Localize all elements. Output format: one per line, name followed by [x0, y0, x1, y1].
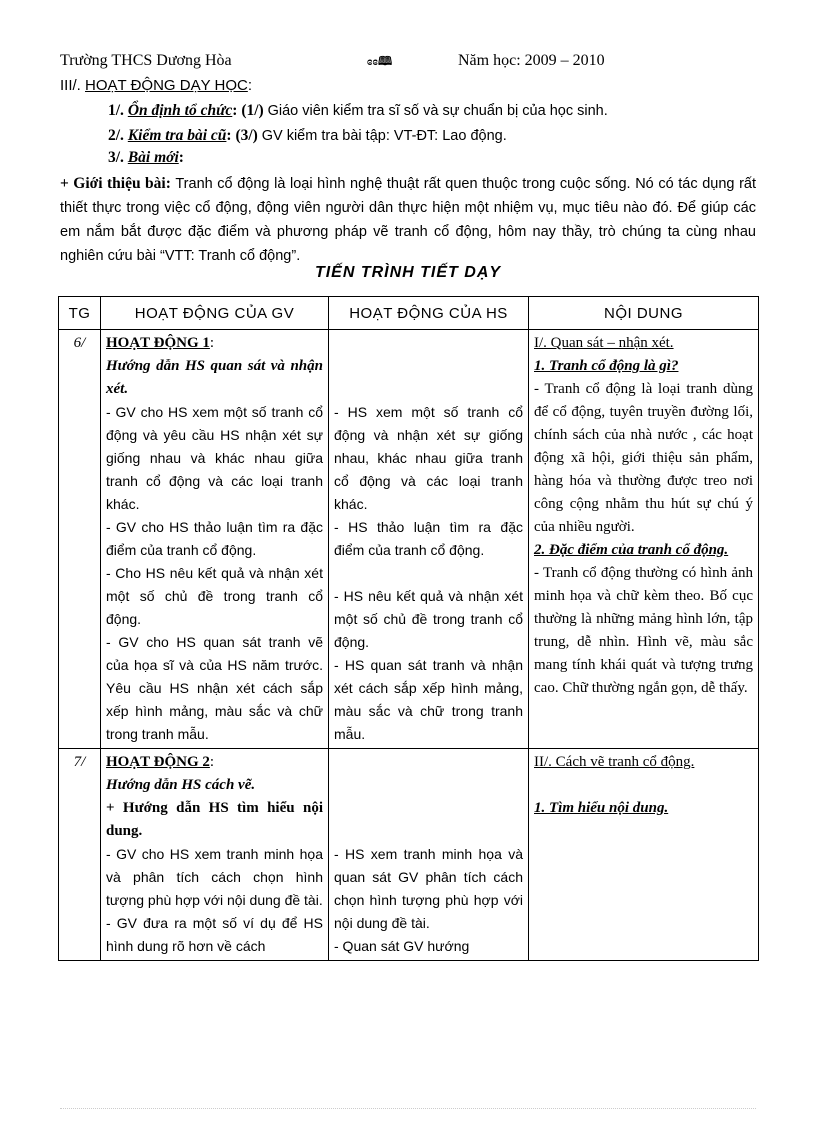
row2-gv-subtitle: Hướng dẫn HS cách vẽ. [106, 777, 256, 793]
step-1-text: Giáo viên kiểm tra sĩ số và sự chuẩn bị của học sinh. [267, 103, 608, 119]
table-row [59, 749, 759, 961]
step-2-time: (3/) [235, 127, 258, 144]
row2-nd-heading: II/. Cách vẽ tranh cổ động. [534, 754, 695, 770]
step-1-number: 1/. [108, 102, 124, 119]
section-title: HOẠT ĐỘNG DẠY HỌC [85, 77, 248, 94]
section-heading [60, 76, 252, 96]
row2-hs-p2: - Quan sát GV hướng [334, 938, 470, 954]
heading-colon: : [247, 77, 252, 94]
row2-gv-p2: - GV đưa ra một số ví dụ để HS hình dung rõ hơn về cách [106, 915, 323, 954]
row2-hs-p1: - HS xem tranh minh họa và quan sát GV phân tích cách chọn hình tượng phù hợp với nội dung đề tài. [334, 846, 523, 931]
row2-nd-cell [529, 749, 759, 961]
row1-nd-subheading-1: 1. Tranh cổ động là gì? [534, 358, 679, 374]
intro-text: Tranh cổ động là loại hình nghệ thuật rất quen thuộc trong cuộc sống. Nó có tác dụng rất thiết thực trong việc cổ động, động viên người dân thực hiện một nhiệm vụ, mục tiêu nào đó. Để giúp các em nắm bắt được đặc điểm và phương pháp vẽ tranh cổ động, hôm nay thầy, trò chúng ta cùng nhau nghiên cứu bài “VTT: Tranh cổ động”. [60, 176, 757, 264]
row1-hs-p2: - HS thảo luận tìm ra đặc điểm của tranh cổ động. [334, 519, 523, 558]
table-row [59, 330, 759, 749]
row1-nd-p1: - Tranh cổ động là loại tranh dùng để cổ động, tuyên truyền đường lối, chính sách của nhà nước , các hoạt động xã hội, giới thiệu sản phẩm, hàng hóa và thường được treo nơi công cộng nhằm thu hút sự chú ý của nhiều người. [534, 381, 753, 535]
row1-gv-title: HOẠT ĐỘNG 1 [106, 335, 210, 351]
step-1: 1/. Ổn định tổ chức: (1/) Giáo viên kiểm tra sĩ số và sự chuẩn bị của học sinh. [108, 102, 608, 119]
page-footer-divider [60, 1108, 756, 1109]
step-2-title: Kiểm tra bài cũ [127, 127, 227, 144]
header-gv: HOẠT ĐỘNG CỦA GV [101, 297, 329, 330]
row2-gv-cell: HOẠT ĐỘNG 2: Hướng dẫn HS cách vẽ. + Hướng dẫn HS tìm hiểu nội dung. - GV cho HS xem tranh minh họa và phân tích cách chọn hình tượng phù hợp với nội dung đề tài. - GV đưa ra một số ví dụ để HS hình dung rõ hơn về cách [101, 749, 329, 961]
row1-nd-p2: - Tranh cổ động thường có hình ảnh minh họa và chữ kèm theo. Bố cục thường là những mảng hình lớn, tập trung, dễ nhìn. Hình vẽ, màu sắc mang tính khái quát và tượng trưng cao. Chữ thường ngắn gọn, dễ thấy. [534, 565, 753, 696]
intro-paragraph [60, 172, 756, 268]
step-2-number: 2/. [108, 127, 124, 144]
step-2: 2/. Kiểm tra bài cũ: (3/) GV kiểm tra bài tập: VT-ĐT: Lao động. [108, 127, 507, 144]
row2-gv-title: HOẠT ĐỘNG 2 [106, 754, 210, 770]
table-header-row [59, 297, 759, 330]
header-tg: TG [59, 297, 101, 330]
ornament-icon: ɞɞ🕮 [367, 54, 393, 68]
row2-time: 7/ [59, 749, 101, 961]
row2-hs-cell [329, 749, 529, 961]
row1-time: 6/ [59, 330, 101, 749]
header-nd: NỘI DUNG [529, 297, 759, 330]
row1-gv-p3: - Cho HS nêu kết quả và nhận xét một số chủ đề trong tranh cổ động. [106, 565, 323, 627]
step-1-time: (1/) [241, 102, 264, 119]
step-3-title: Bài mới [127, 149, 179, 166]
school-name: Trường THCS Dương Hòa [60, 52, 232, 69]
step-1-title: Ổn định tổ chức [127, 102, 233, 119]
row1-gv-p2: - GV cho HS thảo luận tìm ra đặc điểm của tranh cổ động. [106, 519, 323, 558]
row1-hs-p4: - HS quan sát tranh và nhận xét cách sắp xếp hình mảng, màu sắc và chữ trong tranh mẫu. [334, 657, 523, 742]
lesson-table [58, 296, 759, 961]
row1-hs-p1: - HS xem một số tranh cổ động và nhận xét sự giống nhau, khác nhau giữa tranh cổ động và các loại tranh khác. [334, 404, 523, 512]
step-3: 3/. Bài mới: [108, 149, 184, 166]
row1-hs-p3: - HS nêu kết quả và nhận xét một số chủ đề trong tranh cổ động. [334, 588, 523, 650]
step-3-number: 3/. [108, 149, 124, 166]
row2-nd-subheading: 1. Tìm hiểu nội dung. [534, 800, 669, 816]
row1-gv-cell: HOẠT ĐỘNG 1: Hướng dẫn HS quan sát và nhận xét. - GV cho HS xem một số tranh cổ động và yêu cầu HS nhận xét sự giống nhau và khác nhau giữa tranh cổ động và các loại tranh khác. - GV cho HS thảo luận tìm ra đặc điểm của tranh cổ động. - Cho HS nêu kết quả và nhận xét một số chủ đề trong tranh cổ động. - GV cho HS quan sát tranh vẽ của họa sĩ và của HS năm trước. Yêu cầu HS nhận xét cách sắp xếp hình mảng, màu sắc và chữ trong tranh mẫu. [101, 330, 329, 749]
row1-nd-subheading-2: 2. Đặc điểm của tranh cổ động. [534, 542, 729, 558]
row1-nd-heading: I/. Quan sát – nhận xét. [534, 335, 674, 351]
row2-gv-subtitle-2: + Hướng dẫn HS tìm hiểu nội dung. [106, 800, 323, 839]
section-number: III/. [60, 77, 81, 94]
table-title: TIẾN TRÌNH TIẾT DẠY [314, 264, 502, 281]
row1-gv-p4: - GV cho HS quan sát tranh vẽ của họa sĩ và của HS năm trước. Yêu cầu HS nhận xét cách sắp xếp hình mảng, màu sắc và chữ trong tranh mẫu. [106, 634, 323, 742]
school-year: Năm học: 2009 – 2010 [458, 52, 605, 69]
row1-nd-cell [529, 330, 759, 749]
step-2-text: GV kiểm tra bài tập: VT-ĐT: Lao động. [261, 128, 507, 144]
header-hs: HOẠT ĐỘNG CỦA HS [329, 297, 529, 330]
row1-gv-p1: - GV cho HS xem một số tranh cổ động và yêu cầu HS nhận xét sự giống nhau và khác nhau giữa tranh cổ động và các loại tranh khác. [106, 404, 323, 512]
row1-gv-subtitle: Hướng dẫn HS quan sát và nhận xét. [106, 358, 323, 397]
row2-gv-p1: - GV cho HS xem tranh minh họa và phân tích cách chọn hình tượng phù hợp với nội dung đề tài. [106, 846, 323, 908]
intro-label: + Giới thiệu bài: [60, 175, 171, 192]
row1-hs-cell [329, 330, 529, 749]
